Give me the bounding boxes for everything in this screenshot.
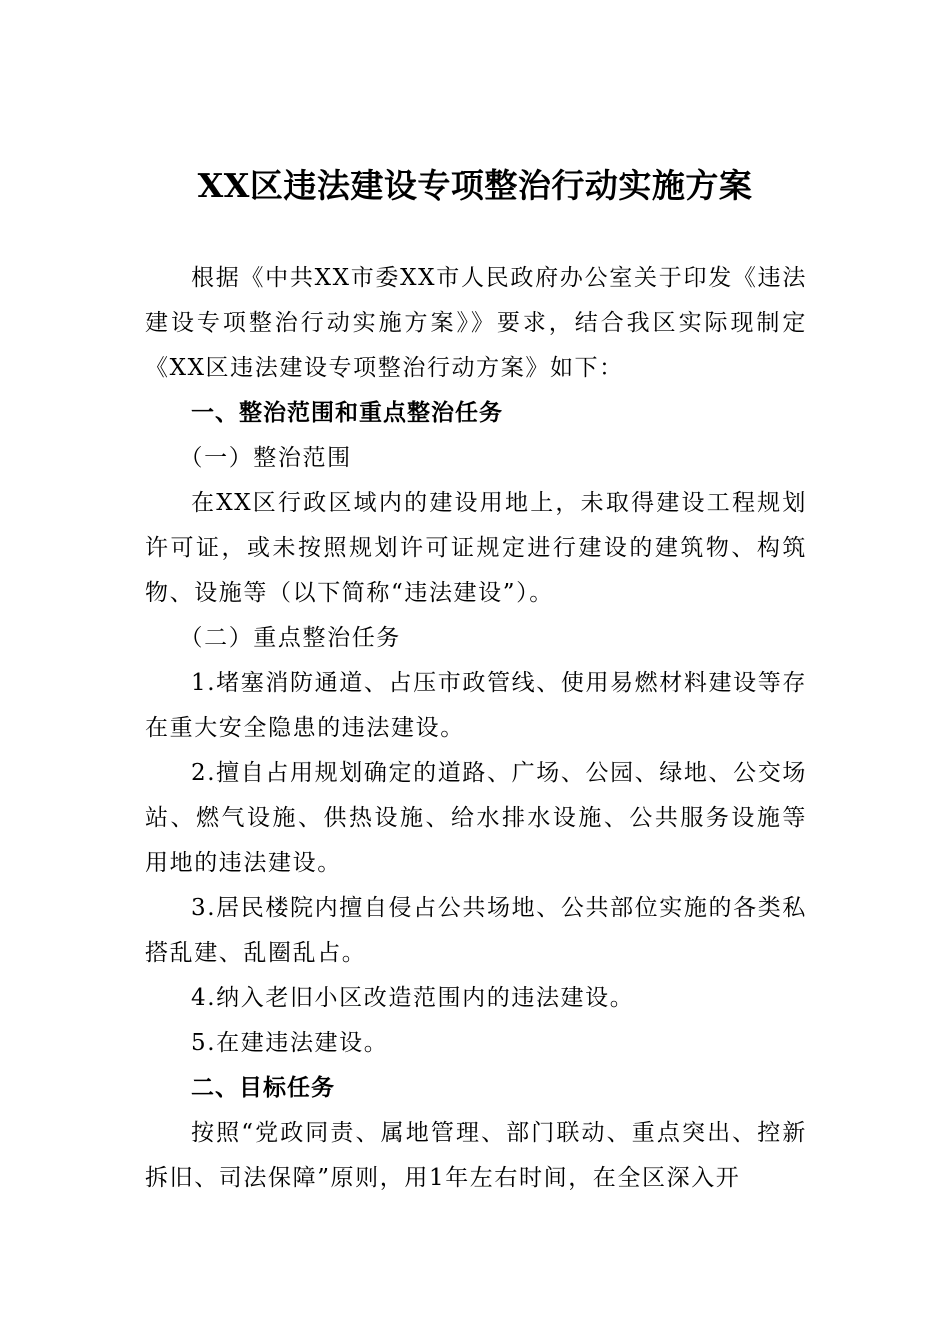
- document-body: [145, 256, 807, 1201]
- task-item-5: 5.在建违法建设。: [191, 1030, 389, 1056]
- task-item-1: 1.堵塞消防通道、占压市政管线、使用易燃材料建设等存在重大安全隐患的违法建设。: [145, 670, 807, 741]
- section-2-paragraph: 按照“党政同责、属地管理、部门联动、重点突出、控新拆旧、司法保障”原则，用1年左右时间，在全区深入开: [145, 1120, 807, 1191]
- section-1-2-heading: （二）重点整治任务: [179, 625, 401, 651]
- section-1-1-heading: （一）整治范围: [179, 445, 352, 471]
- document-title: XX区违法建设专项整治行动实施方案: [197, 166, 753, 205]
- section-1-heading: 一、整治范围和重点整治任务: [191, 400, 503, 426]
- section-2-heading: 二、目标任务: [191, 1075, 335, 1101]
- task-item-4: 4.纳入老旧小区改造范围内的违法建设。: [191, 985, 635, 1011]
- intro-paragraph: 根据《中共XX市委XX市人民政府办公室关于印发《违法建设专项整治行动实施方案》》要求，结合我区实际现制定《XX区违法建设专项整治行动方案》如下：: [145, 265, 807, 381]
- task-item-3: 3.居民楼院内擅自侵占公共场地、公共部位实施的各类私搭乱建、乱圈乱占。: [145, 895, 807, 966]
- section-1-1-paragraph: 在XX区行政区域内的建设用地上，未取得建设工程规划许可证，或未按照规划许可证规定进行建设的建筑物、构筑物、设施等（以下简称“违法建设”）。: [145, 490, 807, 606]
- task-item-2: 2.擅自占用规划确定的道路、广场、公园、绿地、公交场站、燃气设施、供热设施、给水排水设施、公共服务设施等用地的违法建设。: [145, 760, 807, 876]
